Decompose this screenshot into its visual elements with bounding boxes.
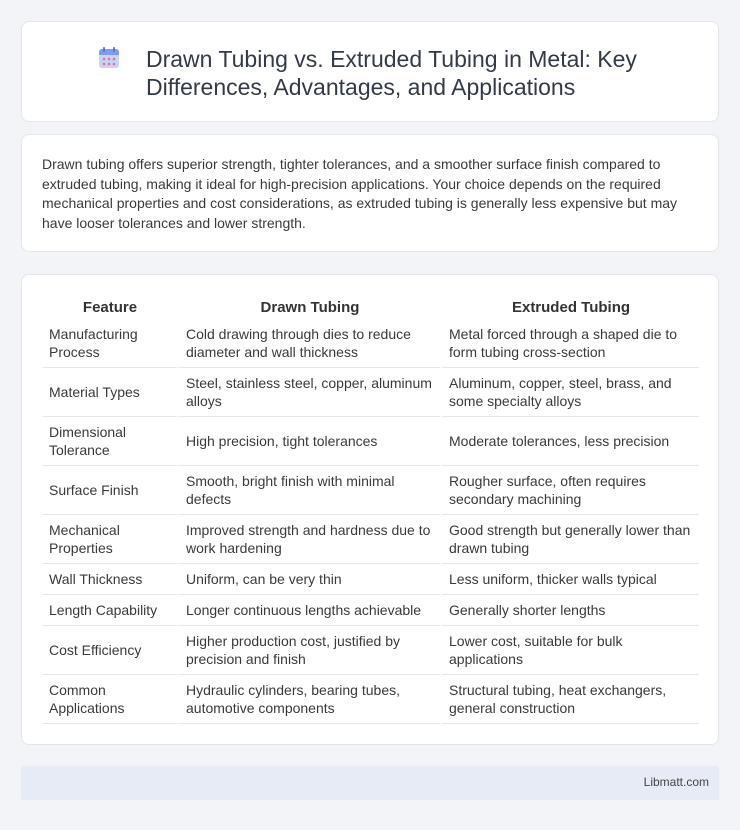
feature-cell: Cost Efficiency [43,626,177,675]
feature-cell: Material Types [43,368,177,417]
drawn-cell: Hydraulic cylinders, bearing tubes, automotive components [177,675,440,724]
table-row [43,675,699,724]
table-row [43,564,699,595]
extruded-cell: Rougher surface, often requires secondary machining [440,466,699,515]
extruded-cell: Generally shorter lengths [440,595,699,626]
extruded-cell: Less uniform, thicker walls typical [440,564,699,595]
feature-cell: Mechanical Properties [43,515,177,564]
table-row [43,626,699,675]
drawn-cell: Smooth, bright finish with minimal defects [177,466,440,515]
table-row [43,466,699,515]
drawn-cell: Uniform, can be very thin [177,564,440,595]
footer-brand-link[interactable]: Libmatt.com [643,775,709,789]
comparison-card [21,274,719,745]
drawn-cell: Longer continuous lengths achievable [177,595,440,626]
calendar-icon [97,46,121,70]
drawn-cell: High precision, tight tolerances [177,417,440,466]
feature-cell: Wall Thickness [43,564,177,595]
drawn-cell: Cold drawing through dies to reduce diameter and wall thickness [177,319,440,368]
table-row [43,417,699,466]
extruded-cell: Good strength but generally lower than drawn tubing [440,515,699,564]
header-extruded: Extruded Tubing [440,297,699,319]
feature-cell: Manufacturing Process [43,319,177,368]
summary-text: Drawn tubing offers superior strength, tighter tolerances, and a smoother surface finish compared to extruded tubing, making it ideal for high-precision applications. Your choice depends on the required mechanical properties and cost considerations, as extruded tubing is generally less expensive but may have looser tolerances and lower strength. [42,156,678,231]
feature-cell: Dimensional Tolerance [43,417,177,466]
header-drawn: Drawn Tubing [177,297,440,319]
drawn-cell: Improved strength and hardness due to work hardening [177,515,440,564]
feature-cell: Surface Finish [43,466,177,515]
header-feature: Feature [82,299,138,316]
table-row [43,368,699,417]
comparison-table [43,297,699,724]
table-row [43,515,699,564]
feature-cell: Common Applications [43,675,177,724]
extruded-cell: Lower cost, suitable for bulk applications [440,626,699,675]
extruded-cell: Aluminum, copper, steel, brass, and some specialty alloys [440,368,699,417]
extruded-cell: Structural tubing, heat exchangers, general construction [440,675,699,724]
extruded-cell: Moderate tolerances, less precision [440,417,699,466]
drawn-cell: Higher production cost, justified by precision and finish [177,626,440,675]
table-row [43,595,699,626]
drawn-cell: Steel, stainless steel, copper, aluminum alloys [177,368,440,417]
footer [21,766,719,800]
summary-card [21,134,719,252]
table-row [43,319,699,368]
page-title: Drawn Tubing vs. Extruded Tubing in Metal: Key Differences, Advantages, and Applications [146,46,637,100]
extruded-cell: Metal forced through a shaped die to form tubing cross-section [440,319,699,368]
feature-cell: Length Capability [43,595,177,626]
